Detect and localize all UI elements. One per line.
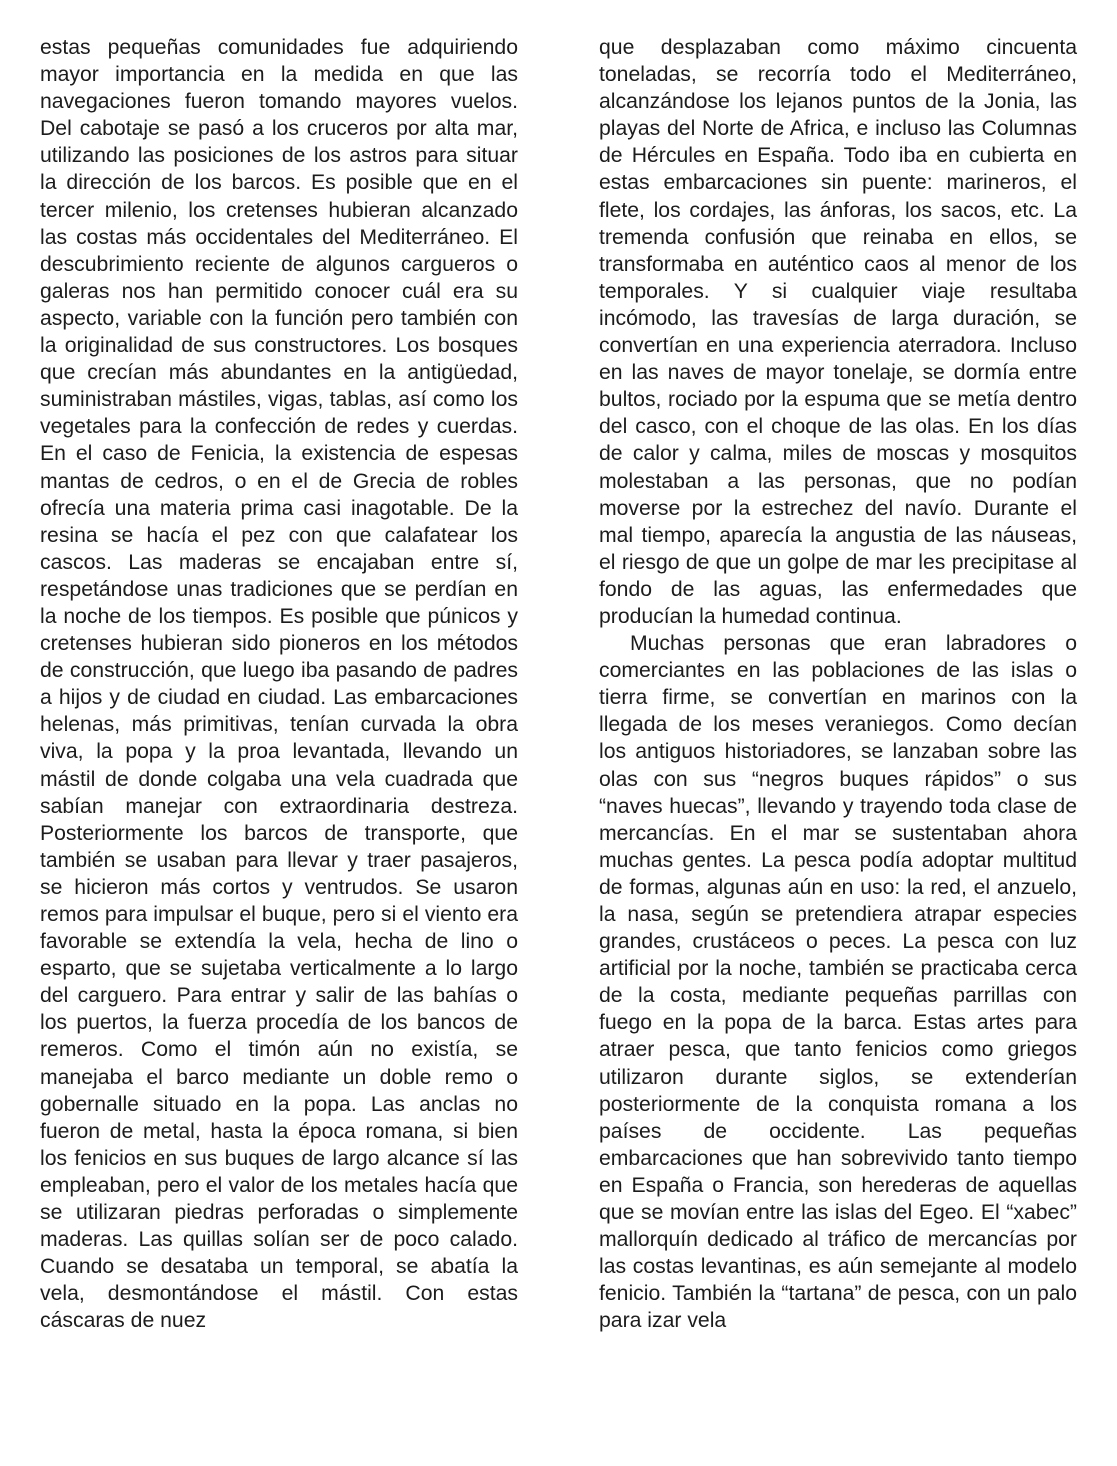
left-paragraph-1: estas pequeñas comunidades fue adquiriendo mayor importancia en la medida en que las navegaciones fueron tomando mayores vuelos. Del cabotaje se pasó a los cruceros por alta mar, utilizando las posiciones de los astros para situar la dirección de los barcos. Es posible que en el tercer milenio, los cretenses hubieran alcanzado las costas más occidentales del Mediterráneo. El descubrimiento reciente de algunos cargueros o galeras nos han permitido conocer cuál era su aspecto, variable con la función pero también con la originalidad de sus constructores. Los bosques que crecían más abundantes en la antigüedad, suministraban mástiles, vigas, tablas, así como los vegetales para la confección de redes y cuerdas. En el caso de Fenicia, la existencia de espesas mantas de cedros, o en el de Grecia de robles ofrecía una materia prima casi inagotable. De la resina se hacía el pez con que calafatear los cascos. Las maderas se encajaban entre sí, respetándose unas tradiciones que se perdían en la noche de los tiempos. Es posible que púnicos y cretenses hubieran sido pioneros en los métodos de construcción, que luego iba pasando de padres a hijos y de ciudad en ciudad. Las embarcaciones helenas, más primitivas, tenían curvada la obra viva, la popa y la proa levantada, llevando un mástil de donde colgaba una vela cuadrada que sabían manejar con extraordinaria destreza. Posteriormente los barcos de transporte, que también se usaban para llevar y traer pasajeros, se hicieron más cortos y ventrudos. Se usaron remos para impulsar el buque, pero si el viento era favorable se extendía la vela, hecha de lino o esparto, que se sujetaba verticalmente a lo largo del carguero. Para entrar y salir de las bahías o los puertos, la fuerza procedía de los bancos de remeros. Como el timón aún no existía, se manejaba el barco mediante un doble remo o gobernalle situado en la popa. Las anclas no fueron de metal, hasta la época romana, si bien los fenicios en sus buques de largo alcance sí las empleaban, pero el valor de los metales hacía que se utilizaran piedras perforadas o simplemente maderas. Las quillas solían ser de poco calado. Cuando se desataba un temporal, se abatía la vela, desmontándose el mástil. Con estas cáscaras de nuez bbox=[40, 36, 518, 1333]
right-text-column bbox=[599, 34, 1077, 1335]
right-paragraph-1: que desplazaban como máximo cincuenta toneladas, se recorría todo el Mediterráneo, alcanzándose los lejanos puntos de la Jonia, las playas del Norte de Africa, e incluso las Columnas de Hércules en España. Todo iba en cubierta en estas embarcaciones sin puente: marineros, el flete, los cordajes, las ánforas, los sacos, etc. La tremenda confusión que reinaba en ellos, se transformaba en auténtico caos al menor de los temporales. Y si cualquier viaje resultaba incómodo, las travesías de larga duración, se convertían en una experiencia aterradora. Incluso en las naves de mayor tonelaje, se dormía entre bultos, rociado por la espuma que se metía dentro del casco, con el choque de las olas. En los días de calor y calma, miles de moscas y mosquitos molestaban a las personas, que no podían moverse por la estrechez del navío. Durante el mal tiempo, aparecía la angustia de las náuseas, el riesgo de que un golpe de mar les precipitase al fondo de las aguas, las enfermedades que producían la humedad continua. bbox=[599, 36, 1077, 628]
left-text-column bbox=[40, 34, 518, 1335]
right-paragraph-2: Muchas personas que eran labradores o comerciantes en las poblaciones de las islas o tierra firme, se convertían en marinos con la llegada de los meses veraniegos. Como decían los antiguos historiadores, se lanzaban sobre las olas con sus “negros buques rápidos” o sus “naves huecas”, llevando y trayendo toda clase de mercancías. En el mar se sustentaban ahora muchas gentes. La pesca podía adoptar multitud de formas, algunas aún en uso: la red, el anzuelo, la nasa, según se pretendiera atrapar especies grandes, crustáceos o peces. La pesca con luz artificial por la noche, también se practicaba cerca de la costa, mediante pequeñas parrillas con fuego en la popa de la barca. Estas artes para atraer pesca, que tanto fenicios como griegos utilizaron durante siglos, se extenderían posteriormente de la conquista romana a los países de occidente. Las pequeñas embarcaciones que han sobrevivido tanto tiempo en España o Francia, son herederas de aquellas que se movían entre las islas del Egeo. El “xabec” mallorquín dedicado al tráfico de mercancías por las costas levantinas, es aún semejante al modelo fenicio. También la “tartana” de pesca, con un palo para izar vela bbox=[599, 632, 1077, 1333]
